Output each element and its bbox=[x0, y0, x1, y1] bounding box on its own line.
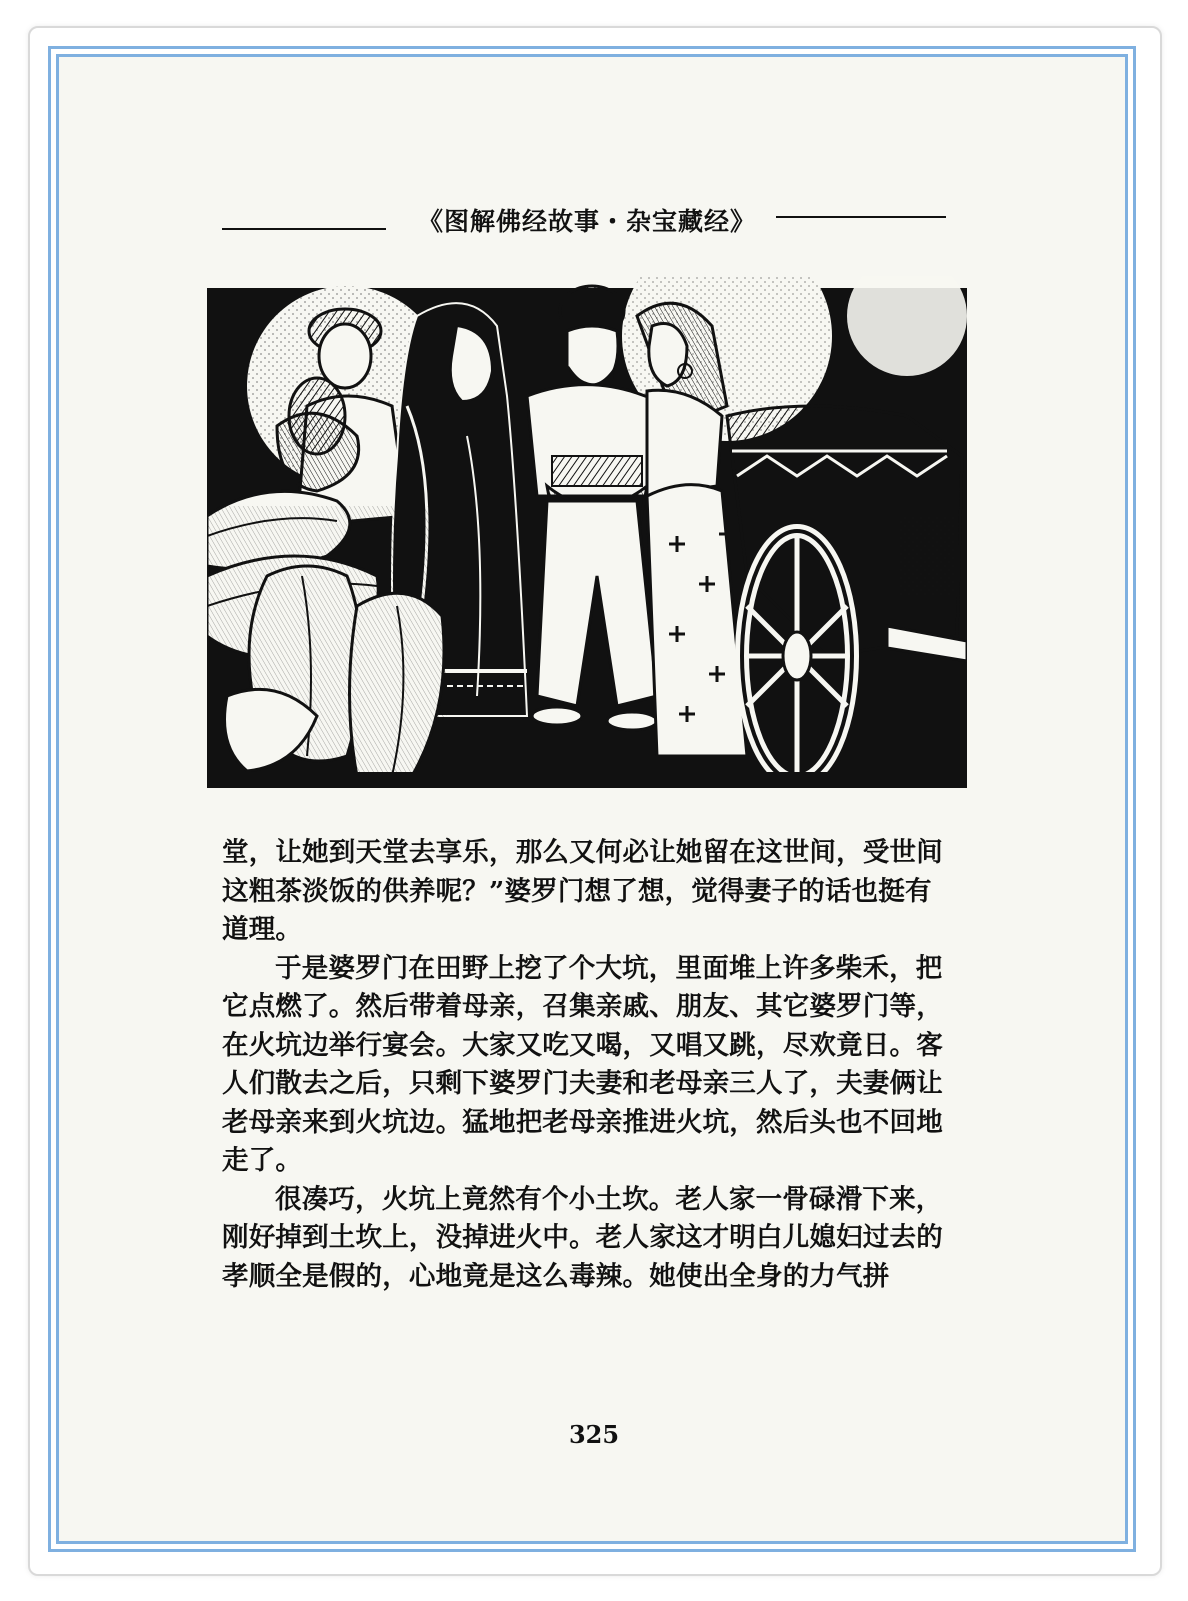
woodcut-illustration bbox=[207, 276, 967, 788]
header-rule-left bbox=[222, 228, 386, 230]
body-text bbox=[222, 834, 952, 1296]
header-rule-right bbox=[776, 216, 946, 218]
header-title: 《图解佛经故事・杂宝藏经》 bbox=[417, 207, 756, 236]
paragraph-2: 于是婆罗门在田野上挖了个大坑，里面堆上许多柴禾，把它点燃了。然后带着母亲，召集亲戚、朋友、其它婆罗门等，在火坑边举行宴会。大家又吃又喝，又唱又跳，尽欢竟日。客人们散去之后，只剩下婆罗门夫妻和老母亲三人了，夫妻俩让老母亲来到火坑边。猛地把老母亲推进火坑，然后头也不回地走了。 bbox=[222, 952, 943, 1176]
page-number: 325 bbox=[568, 1420, 620, 1449]
paragraph-3: 很凑巧，火坑上竟然有个小土坎。老人家一骨碌滑下来，刚好掉到土坎上，没掉进火中。老人家这才明白儿媳妇过去的孝顺全是假的，心地竟是这么毒辣。她使出全身的力气拼 bbox=[222, 1183, 943, 1292]
paragraph-1: 堂，让她到天堂去享乐，那么又何必让她留在这世间，受世间这粗茶淡饭的供养呢？”婆罗门想了想，觉得妻子的话也挺有道理。 bbox=[222, 837, 943, 945]
running-header bbox=[222, 200, 946, 240]
